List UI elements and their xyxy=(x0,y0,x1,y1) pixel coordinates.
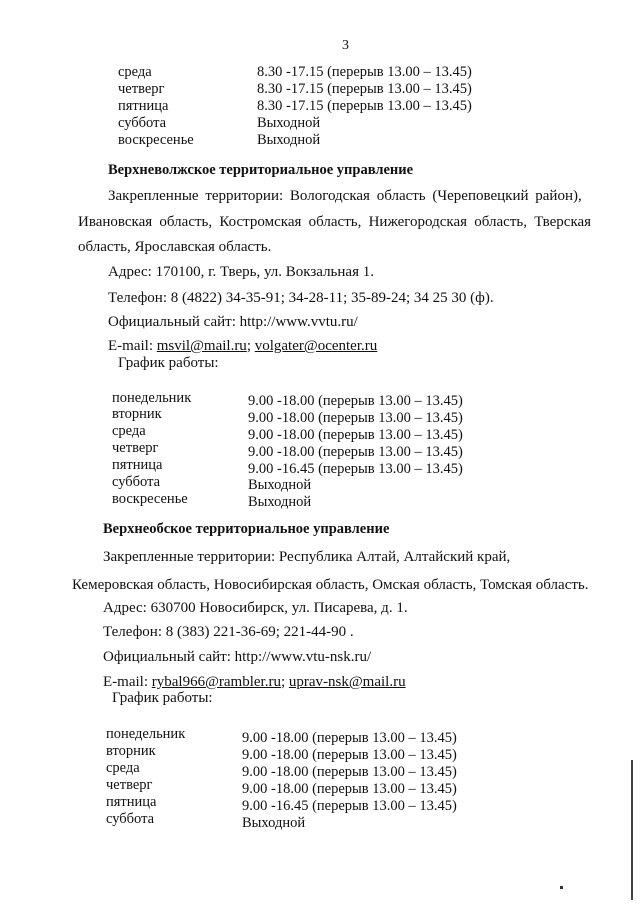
email-link[interactable]: msvil@mail.ru xyxy=(156,338,247,354)
section-heading-upper-ob: Верхнеобское территориальное управление xyxy=(103,521,390,537)
schedule-day: четверг xyxy=(106,777,153,793)
email-line xyxy=(108,338,377,355)
schedule-day: вторник xyxy=(106,743,156,759)
schedule-hours: 9.00 -16.45 (перерыв 13.00 – 13.45) xyxy=(248,461,463,477)
schedule-hours: Выходной xyxy=(248,494,312,510)
phone-text: Телефон: 8 (383) 221-36-69; 221-44-90 . xyxy=(103,624,354,640)
territories-text: Закрепленные территории: Вологодская область (Череповецкий район), xyxy=(108,188,582,204)
email-label: E-mail: xyxy=(108,338,157,354)
territories-text: Кемеровская область, Новосибирская область, Омская область, Томская область. xyxy=(72,577,589,593)
address-text: Адрес: 630700 Новосибирск, ул. Писарева, д. 1. xyxy=(103,600,408,616)
website-text: Официальный сайт: http://www.vvtu.ru/ xyxy=(108,314,358,330)
schedule-day: суббота xyxy=(106,811,155,827)
schedule-hours: Выходной xyxy=(257,132,321,148)
schedule-day: понедельник xyxy=(112,390,192,406)
schedule-day: пятница xyxy=(112,457,163,473)
email-line xyxy=(103,674,406,691)
schedule-day: пятница xyxy=(106,794,157,810)
schedule-hours: 8.30 -17.15 (перерыв 13.00 – 13.45) xyxy=(257,64,472,80)
email-label: E-mail: xyxy=(103,674,152,690)
schedule-day: вторник xyxy=(112,406,162,422)
schedule-day: среда xyxy=(118,64,152,80)
schedule-hours: 9.00 -18.00 (перерыв 13.00 – 13.45) xyxy=(242,730,457,746)
schedule-day: воскресенье xyxy=(118,132,194,148)
schedule-day: пятница xyxy=(118,98,169,114)
schedule-hours: Выходной xyxy=(248,477,312,493)
schedule-label: График работы: xyxy=(118,355,219,371)
schedule-hours: 9.00 -18.00 (перерыв 13.00 – 13.45) xyxy=(248,410,463,426)
territories-text: Закрепленные территории: Республика Алтай, Алтайский край, xyxy=(103,549,511,565)
schedule-hours: 9.00 -18.00 (перерыв 13.00 – 13.45) xyxy=(248,444,463,460)
schedule-hours: 9.00 -16.45 (перерыв 13.00 – 13.45) xyxy=(242,798,457,814)
email-link[interactable]: volgater@ocenter.ru xyxy=(254,338,378,354)
schedule-label: График работы: xyxy=(112,690,213,706)
address-text: Адрес: 170100, г. Тверь, ул. Вокзальная 1. xyxy=(108,264,374,280)
schedule-hours: 9.00 -18.00 (перерыв 13.00 – 13.45) xyxy=(248,427,463,443)
scan-edge-artifact xyxy=(631,760,633,900)
page-number: 3 xyxy=(342,38,349,53)
schedule-hours: 8.30 -17.15 (перерыв 13.00 – 13.45) xyxy=(257,81,472,97)
schedule-day: понедельник xyxy=(106,726,186,742)
schedule-hours: 8.30 -17.15 (перерыв 13.00 – 13.45) xyxy=(257,98,472,114)
schedule-hours: 9.00 -18.00 (перерыв 13.00 – 13.45) xyxy=(242,781,457,797)
email-link[interactable]: rybal966@rambler.ru xyxy=(151,674,281,690)
phone-text: Телефон: 8 (4822) 34-35-91; 34-28-11; 35-89-24; 34 25 30 (ф). xyxy=(108,290,494,306)
territories-text: Ивановская область, Костромская область, Нижегородская область, Тверская xyxy=(78,214,592,230)
section-heading-upper-volga: Верхневолжское территориальное управление xyxy=(108,162,414,178)
schedule-hours: 9.00 -18.00 (перерыв 13.00 – 13.45) xyxy=(248,393,463,409)
email-separator: ; xyxy=(246,338,255,354)
schedule-day: четверг xyxy=(118,81,165,97)
schedule-day: суббота xyxy=(118,115,167,131)
schedule-day: воскресенье xyxy=(112,491,188,507)
schedule-hours: Выходной xyxy=(257,115,321,131)
email-separator: ; xyxy=(280,674,289,690)
website-text: Официальный сайт: http://www.vtu-nsk.ru/ xyxy=(103,649,372,665)
schedule-day: суббота xyxy=(112,474,161,490)
territories-text: область, Ярославская область. xyxy=(78,239,272,255)
schedule-hours: Выходной xyxy=(242,815,306,831)
schedule-day: среда xyxy=(106,760,140,776)
schedule-day: четверг xyxy=(112,440,159,456)
schedule-day: среда xyxy=(112,423,146,439)
schedule-hours: 9.00 -18.00 (перерыв 13.00 – 13.45) xyxy=(242,747,457,763)
schedule-hours: 9.00 -18.00 (перерыв 13.00 – 13.45) xyxy=(242,764,457,780)
scan-speck xyxy=(560,886,563,889)
email-link[interactable]: uprav-nsk@mail.ru xyxy=(288,674,406,690)
